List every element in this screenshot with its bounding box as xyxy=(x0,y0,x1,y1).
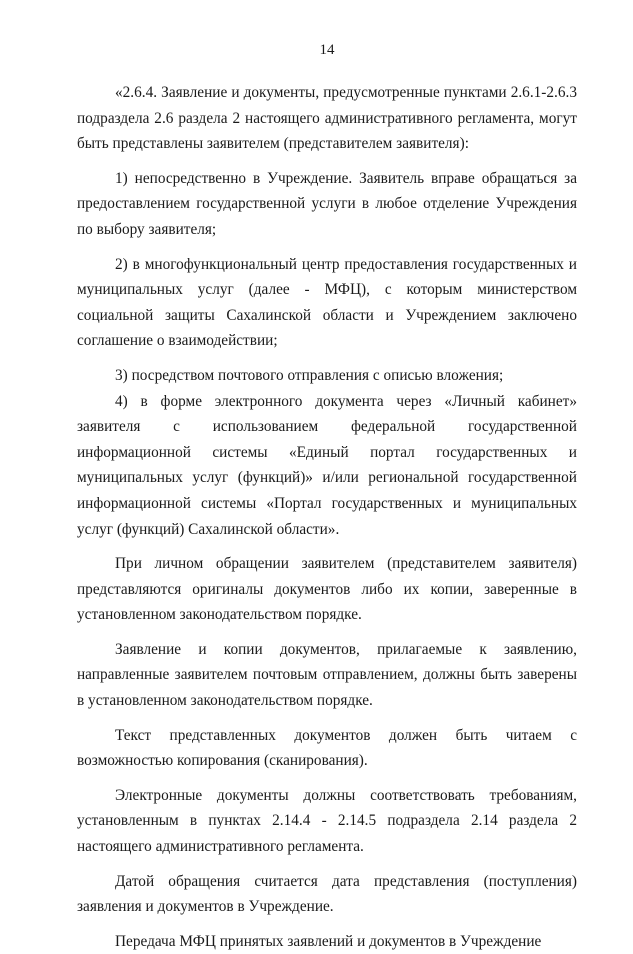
document-body xyxy=(77,80,577,954)
paragraph: При личном обращении заявителем (представителем заявителя) представляются оригиналы документов либо их копии, заверенные в установленном законодательством порядке. xyxy=(77,555,577,624)
paragraph: 4) в форме электронного документа через «Личный кабинет» заявителя с использованием федеральной государственной информационной системы «Единый портал государственных и муниципальных услуг (функций)» и/или региональной государственной информационной системы «Портал государственных и муниципальных услуг (функций) Сахалинской области». xyxy=(77,392,577,538)
paragraph: Датой обращения считается дата представления (поступления) заявления и документов в Учреждение. xyxy=(77,872,577,916)
page-number: 14 xyxy=(319,42,335,58)
paragraph: 1) непосредственно в Учреждение. Заявитель вправе обращаться за предоставлением государственной услуги в любое отделение Учреждения по выбору заявителя; xyxy=(77,169,577,238)
paragraph: 2) в многофункциональный центр предоставления государственных и муниципальных услуг (далее - МФЦ), с которым министерством социальной защиты Сахалинской области и Учреждением заключено соглашение о взаимодействии; xyxy=(77,255,577,350)
paragraph: Текст представленных документов должен быть читаем с возможностью копирования (сканирования). xyxy=(77,726,577,770)
paragraph: Передача МФЦ принятых заявлений и документов в Учреждение xyxy=(115,932,542,950)
paragraph: «2.6.4. Заявление и документы, предусмотренные пунктами 2.6.1-2.6.3 подраздела 2.6 раздела 2 настоящего административного регламента, могут быть представлены заявителем (представителем заявителя): xyxy=(77,84,577,153)
paragraph: 3) посредством почтового отправления с описью вложения; xyxy=(115,366,504,384)
paragraph: Электронные документы должны соответствовать требованиям, установленным в пунктах 2.14.4 - 2.14.5 подраздела 2.14 раздела 2 настоящего административного регламента. xyxy=(77,786,577,856)
paragraph: Заявление и копии документов, прилагаемые к заявлению, направленные заявителем почтовым отправлением, должны быть заверены в установленном законодательством порядке. xyxy=(77,640,577,710)
